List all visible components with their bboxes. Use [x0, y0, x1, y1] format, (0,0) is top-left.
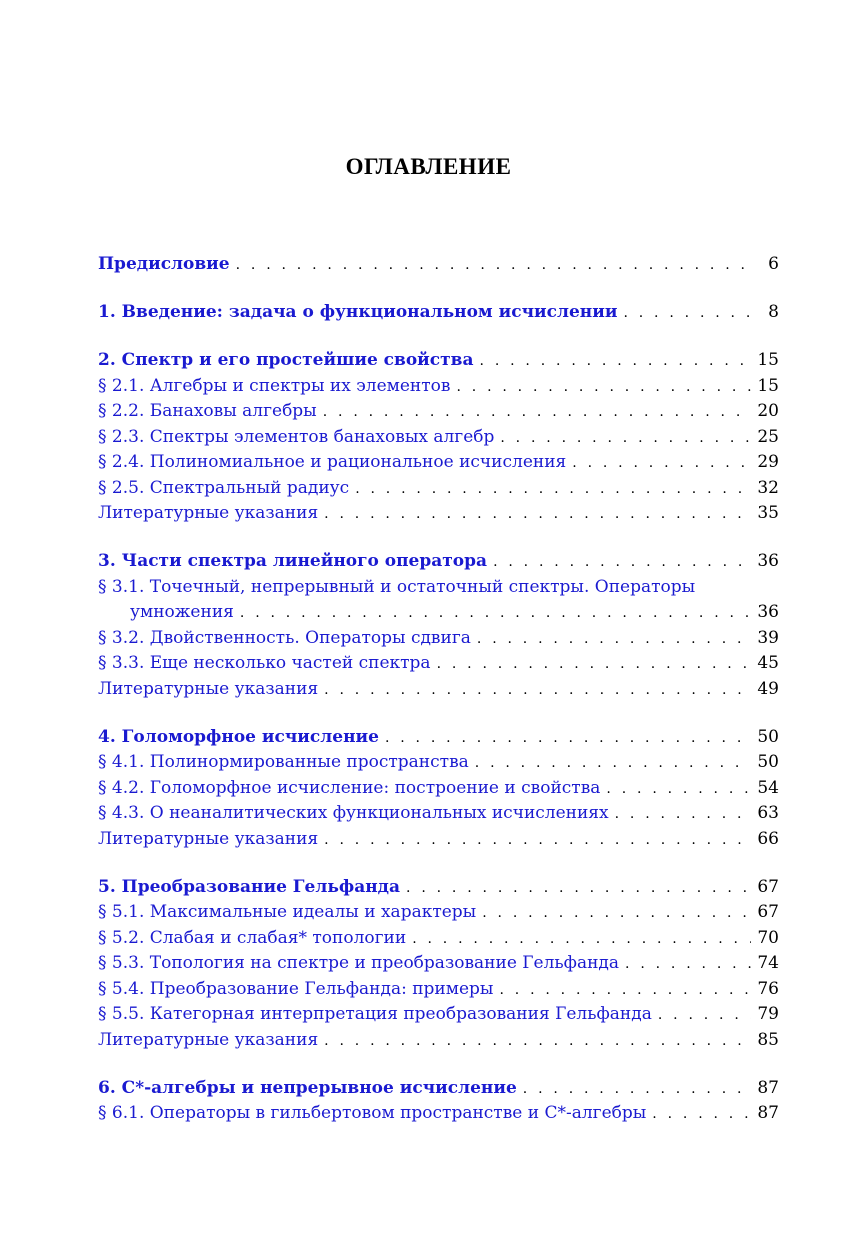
- toc-section[interactable]: [98, 778, 779, 804]
- toc-section-label[interactable]: § 5.4. Преобразование Гельфанда: примеры: [98, 978, 494, 999]
- leader-dots: [385, 727, 751, 747]
- toc-chapter-6-label[interactable]: 6. C*-алгебры и непрерывное исчисление: [98, 1077, 517, 1098]
- toc-section-page: 87: [757, 1103, 779, 1123]
- toc-references-page: 85: [757, 1029, 779, 1050]
- toc-section-page: 79: [757, 1004, 779, 1024]
- toc-section-page: 67: [757, 902, 779, 922]
- table-of-contents: [98, 254, 779, 1129]
- toc-section-page: 36: [757, 602, 779, 622]
- toc-section-page: 70: [757, 927, 779, 948]
- toc-section-label[interactable]: § 5.3. Топология на спектре и преобразование Гельфанда: [98, 953, 620, 973]
- toc-section-page: 63: [757, 803, 779, 823]
- toc-section-page: 25: [757, 426, 779, 447]
- toc-chapter-1-label[interactable]: 1. Введение: задача о функциональном исчислении: [98, 302, 618, 322]
- toc-section[interactable]: [98, 452, 779, 478]
- toc-chapter-2-page: 15: [757, 350, 779, 370]
- toc-references-page: 35: [757, 503, 779, 523]
- toc-references[interactable]: [98, 829, 779, 855]
- leader-dots: [355, 478, 751, 498]
- toc-section[interactable]: [98, 478, 779, 504]
- toc-chapter-6-page: 87: [757, 1077, 779, 1098]
- leader-dots: [493, 551, 751, 571]
- toc-chapter-4-page: 50: [757, 726, 779, 747]
- toc-chapter-5-page: 67: [757, 876, 779, 897]
- toc-section[interactable]: [98, 1103, 779, 1129]
- toc-section-page: 76: [757, 978, 779, 999]
- leader-dots: [323, 401, 751, 421]
- toc-section-label[interactable]: § 2.5. Спектральный радиус: [98, 477, 350, 498]
- toc-section[interactable]: [98, 803, 779, 829]
- toc-section[interactable]: [98, 953, 779, 979]
- toc-chapter-1-page: 8: [768, 302, 779, 322]
- leader-dots: [324, 829, 751, 849]
- toc-section-label[interactable]: § 4.2. Голоморфное исчисление: построение и свойства: [98, 777, 601, 798]
- toc-section-page: 20: [757, 401, 779, 421]
- toc-chapter-5-label[interactable]: 5. Преобразование Гельфанда: [98, 876, 401, 897]
- toc-section-label[interactable]: § 5.2. Слабая и слабая* топологии: [98, 927, 407, 948]
- toc-section[interactable]: [98, 979, 779, 1005]
- toc-section-label[interactable]: § 3.3. Еще несколько частей спектра: [98, 653, 431, 673]
- toc-section-page: 39: [757, 627, 779, 648]
- toc-section-page: 50: [757, 752, 779, 772]
- toc-references-label[interactable]: Литературные указания: [98, 1029, 319, 1050]
- toc-chapter-4-label[interactable]: 4. Голоморфное исчисление: [98, 726, 379, 747]
- toc-section[interactable]: [98, 1004, 779, 1030]
- toc-section-page: 74: [757, 953, 779, 973]
- leader-dots: [437, 653, 751, 673]
- toc-section-label[interactable]: § 2.2. Банаховы алгебры: [98, 401, 317, 421]
- page-title: ОГЛАВЛЕНИЕ: [345, 154, 512, 179]
- toc-references-page: 66: [757, 828, 779, 849]
- leader-dots: [324, 679, 751, 699]
- leader-dots: [236, 254, 751, 274]
- leader-dots: [625, 953, 751, 973]
- toc-section-label[interactable]: § 5.5. Категорная интерпретация преобразования Гельфанда: [98, 1004, 652, 1024]
- toc-section[interactable]: [98, 902, 779, 928]
- leader-dots: [658, 1004, 751, 1024]
- toc-section-label[interactable]: § 2.4. Полиномиальное и рациональное исчисления: [98, 452, 567, 472]
- toc-section-line-1[interactable]: § 3.1. Точечный, непрерывный и остаточный спектры. Операторы: [98, 576, 696, 597]
- toc-section-label[interactable]: § 6.1. Операторы в гильбертовом пространстве и C*-алгебры: [98, 1103, 647, 1123]
- leader-dots: [406, 877, 751, 897]
- toc-chapter-3-label[interactable]: 3. Части спектра линейного оператора: [98, 551, 488, 571]
- toc-references[interactable]: [98, 503, 779, 529]
- leader-dots: [482, 902, 751, 922]
- leader-dots: [477, 628, 751, 648]
- toc-chapter-2[interactable]: [98, 350, 779, 376]
- toc-section[interactable]: [98, 752, 779, 778]
- toc-section[interactable]: [98, 427, 779, 453]
- leader-dots: [623, 302, 751, 322]
- toc-references[interactable]: [98, 1030, 779, 1056]
- toc-chapter-4[interactable]: [98, 727, 779, 753]
- leader-dots: [499, 979, 751, 999]
- toc-chapter-6[interactable]: [98, 1078, 779, 1104]
- leader-dots: [456, 376, 751, 396]
- toc-preface[interactable]: [98, 254, 779, 280]
- leader-dots: [324, 1030, 751, 1050]
- toc-section[interactable]: [98, 653, 779, 679]
- toc-section-label[interactable]: § 2.3. Спектры элементов банаховых алгебр: [98, 426, 495, 447]
- toc-chapter-3-page: 36: [757, 551, 779, 571]
- toc-section[interactable]: [98, 376, 779, 402]
- toc-chapter-1[interactable]: [98, 302, 779, 328]
- toc-section-label[interactable]: § 3.2. Двойственность. Операторы сдвига: [98, 627, 471, 648]
- leader-dots: [412, 928, 751, 948]
- toc-chapter-5[interactable]: [98, 877, 779, 903]
- leader-dots: [606, 778, 751, 798]
- toc-section[interactable]: [98, 628, 779, 654]
- leader-dots: [324, 503, 751, 523]
- toc-references[interactable]: [98, 679, 779, 705]
- toc-section-page: 45: [757, 653, 779, 673]
- leader-dots: [615, 803, 751, 823]
- leader-dots: [572, 452, 751, 472]
- toc-chapter-3[interactable]: [98, 551, 779, 577]
- toc-section-page: 15: [757, 375, 779, 396]
- toc-section-page: 32: [757, 477, 779, 498]
- toc-references-label[interactable]: Литературные указания: [98, 828, 319, 849]
- toc-references-page: 49: [757, 678, 779, 699]
- toc-preface-page: 6: [768, 254, 779, 274]
- toc-chapter-2-label[interactable]: 2. Спектр и его простейшие свойства: [98, 350, 474, 370]
- toc-references-label[interactable]: Литературные указания: [98, 678, 319, 699]
- leader-dots: [240, 602, 751, 622]
- toc-section-page: 29: [757, 452, 779, 472]
- toc-section-label[interactable]: § 5.1. Максимальные идеалы и характеры: [98, 902, 477, 922]
- toc-section[interactable]: [98, 928, 779, 954]
- toc-preface-label[interactable]: Предисловие: [98, 254, 230, 274]
- toc-section-label[interactable]: § 4.3. О неаналитических функциональных исчислениях: [98, 803, 609, 823]
- toc-section-continuation[interactable]: [98, 602, 779, 628]
- toc-section-label[interactable]: § 2.1. Алгебры и спектры их элементов: [98, 375, 451, 396]
- leader-dots: [500, 427, 751, 447]
- leader-dots: [652, 1103, 751, 1123]
- toc-section-label[interactable]: § 4.1. Полинормированные пространства: [98, 752, 469, 772]
- leader-dots: [523, 1078, 751, 1098]
- toc-section-page: 54: [757, 777, 779, 798]
- toc-section-label[interactable]: умножения: [130, 602, 234, 622]
- toc-references-label[interactable]: Литературные указания: [98, 503, 319, 523]
- leader-dots: [475, 752, 751, 772]
- toc-section[interactable]: [98, 401, 779, 427]
- leader-dots: [480, 350, 751, 370]
